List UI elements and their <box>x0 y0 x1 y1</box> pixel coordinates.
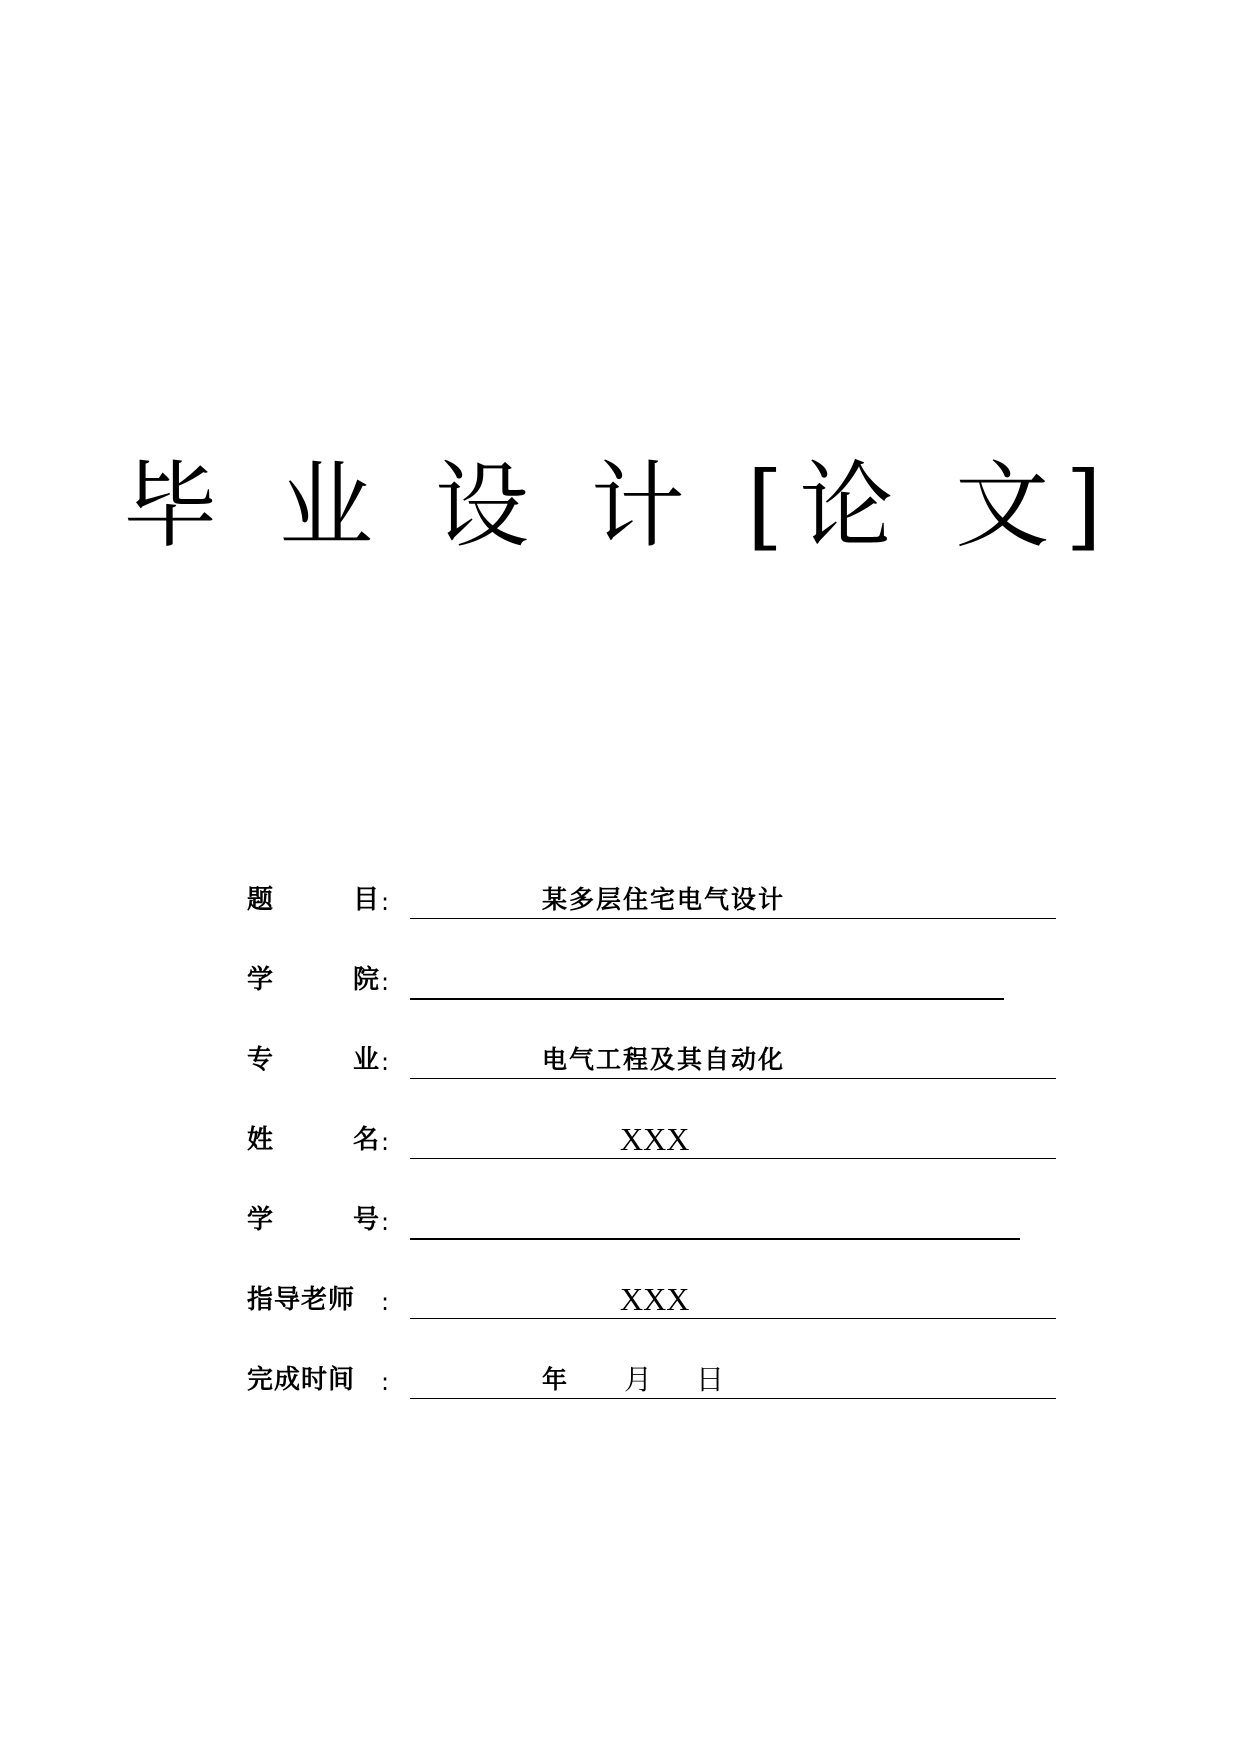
name-value: XXX <box>620 1121 690 1157</box>
college-label-char-2: 院 <box>352 965 379 995</box>
name-colon: : <box>381 1128 390 1156</box>
advisor-label-text: 指导老师 <box>247 1285 356 1315</box>
completion-date-field <box>410 1360 1056 1399</box>
student-id-label-char-2: 号 <box>352 1205 379 1235</box>
major-label-char-1: 专 <box>247 1045 274 1075</box>
name-label-char-1: 姓 <box>247 1125 274 1155</box>
topic-field <box>410 880 1056 919</box>
college-colon: : <box>381 968 390 996</box>
student-id-label <box>247 1204 379 1236</box>
advisor-row <box>0 1280 1241 1320</box>
completion-date-row <box>0 1360 1241 1400</box>
completion-year-label: 年 <box>542 1365 568 1394</box>
topic-row <box>0 880 1241 920</box>
completion-day-label: 日 <box>696 1363 725 1396</box>
major-row <box>0 1040 1241 1080</box>
college-label <box>247 964 379 996</box>
name-field <box>410 1120 1056 1159</box>
name-label-char-2: 名 <box>352 1125 379 1155</box>
advisor-field <box>410 1280 1056 1319</box>
major-value: 电气工程及其自动化 <box>542 1045 786 1074</box>
student-id-row <box>0 1200 1241 1240</box>
completion-month-label: 月 <box>624 1363 653 1396</box>
major-label <box>247 1044 379 1076</box>
topic-label-char-2: 目 <box>352 885 379 915</box>
student-id-colon: : <box>381 1208 390 1236</box>
topic-label <box>247 884 379 916</box>
completion-date-label-text: 完成时间 <box>247 1365 356 1395</box>
topic-label-char-1: 题 <box>247 885 274 915</box>
topic-colon: : <box>381 888 390 916</box>
thesis-title: 毕 业 设 计 [论 文] <box>123 452 1118 561</box>
college-label-char-1: 学 <box>247 965 274 995</box>
advisor-label <box>247 1284 379 1316</box>
name-label <box>247 1124 379 1156</box>
completion-date-colon: : <box>381 1368 390 1396</box>
topic-value: 某多层住宅电气设计 <box>542 885 786 914</box>
advisor-colon: : <box>381 1288 390 1316</box>
college-field <box>410 960 1004 1000</box>
name-row <box>0 1120 1241 1160</box>
college-row <box>0 960 1241 1000</box>
major-label-char-2: 业 <box>352 1045 379 1075</box>
major-field <box>410 1040 1056 1079</box>
student-id-field <box>410 1200 1020 1240</box>
major-colon: : <box>381 1048 390 1076</box>
student-id-label-char-1: 学 <box>247 1205 274 1235</box>
completion-date-label <box>247 1364 379 1396</box>
advisor-value: XXX <box>620 1281 690 1317</box>
